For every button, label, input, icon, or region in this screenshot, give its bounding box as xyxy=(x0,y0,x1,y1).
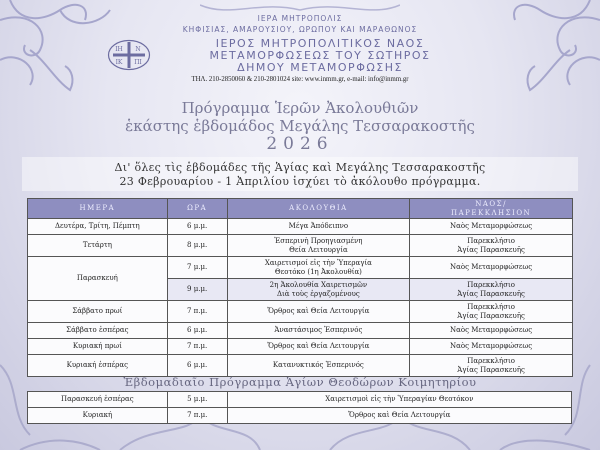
table-row xyxy=(28,235,573,257)
svg-text:ΙΗ: ΙΗ xyxy=(115,46,123,53)
cell-location: Ναὸς Μεταμορφώσεως xyxy=(410,323,573,339)
table-row xyxy=(28,392,572,408)
church-name-line3: ΔΗΜΟΥ ΜΕΤΑΜΟΡΦΩΣΗΣ xyxy=(237,61,403,74)
cell-location: Παρεκκλήσιο Ἁγίας Παρασκευῆς xyxy=(410,355,573,377)
table-row xyxy=(28,408,572,424)
intro-line2: 23 Φεβρουαρίου - 1 Ἀπριλίου ἰσχύει τὸ ἀκόλουθο πρόγραμμα. xyxy=(119,175,481,188)
table-row xyxy=(28,339,573,355)
table-row xyxy=(28,355,573,377)
cell-time: 6 μ.μ. xyxy=(167,323,227,339)
cell-day: Δευτέρα, Τρίτη, Πέμπτη xyxy=(28,219,168,235)
cell-time: 7 π.μ. xyxy=(167,301,227,323)
cell-day: Σάββατο ἑσπέρας xyxy=(28,323,168,339)
table-row xyxy=(28,219,573,235)
metropolis-label: ΙΕΡΑ ΜΗΤΡΟΠΟΛΙΣ xyxy=(257,14,343,23)
cell-time: 7 π.μ. xyxy=(167,408,227,424)
metropolis-regions: ΚΗΦΙΣΙΑΣ, ΑΜΑΡΟΥΣΙΟΥ, ΩΡΩΠΟΥ ΚΑΙ ΜΑΡΑΘΩΝΟΣ xyxy=(182,25,418,34)
cell-service: Ὄρθρος καὶ Θεία Λειτουργία xyxy=(227,301,410,323)
cell-service: Χαιρετισμοί εἰς τὴν Ὑπεραγία Θεοτόκο (1η Ἀκολουθία) xyxy=(227,257,410,279)
cell-time: 8 μ.μ. xyxy=(167,235,227,257)
table-row xyxy=(28,257,573,279)
cell-day: Παρασκευή xyxy=(28,257,168,301)
cell-location: Ναὸς Μεταμορφώσεως xyxy=(410,257,573,279)
svg-text:ΙΚ: ΙΚ xyxy=(115,59,123,66)
cell-time: 6 μ.μ. xyxy=(167,219,227,235)
cell-day: Παρασκευή ἑσπέρας xyxy=(28,392,168,408)
cell-service: Μέγα Ἀπόδειπνο xyxy=(227,219,410,235)
letterhead xyxy=(0,0,600,95)
cell-service: Ὄρθρος καὶ Θεία Λειτουργία xyxy=(227,408,571,424)
cell-service: Κατανυκτικός Ἑσπερινός xyxy=(227,355,410,377)
svg-text:Ν: Ν xyxy=(135,46,141,53)
header-day: ΗΜΕΡΑ xyxy=(28,199,168,219)
page-title-line2: ἑκάστης ἑβδομάδος Μεγάλης Τεσσαρακοστῆς xyxy=(125,117,475,135)
cell-day: Κυριακή xyxy=(28,408,168,424)
cell-time: 5 μ.μ. xyxy=(167,392,227,408)
cell-location: Ναὸς Μεταμορφώσεως xyxy=(410,219,573,235)
intro-line1: Δι' ὅλες τὶς ἑβδομάδες τῆς Ἁγίας καὶ Μεγάλης Τεσσαρακοστῆς xyxy=(114,161,486,174)
table-row xyxy=(28,301,573,323)
svg-text:ΠΙ: ΠΙ xyxy=(134,59,142,66)
cell-service: Ὄρθρος καὶ Θεία Λειτουργία xyxy=(227,339,410,355)
contact-info: ΤΗΛ. 210-2850060 & 210-2801024 site: www.inmm.gr, e-mail: info@inmm.gr xyxy=(191,76,409,83)
page-title-line1: Πρόγραμμα Ἱερῶν Ἀκολουθιῶν xyxy=(181,99,419,117)
weekly-schedule-table xyxy=(27,198,573,377)
cell-location: Παρεκκλήσιο Ἁγίας Παρασκευῆς xyxy=(410,279,573,301)
header-location: ΝΑΟΣ/ ΠΑΡΕΚΚΛΗΣΙΟΝ xyxy=(410,199,573,219)
cell-service: Ἀναστάσιμος Ἑσπερινός xyxy=(227,323,410,339)
cell-location: Παρεκκλήσιο Ἁγίας Παρασκευῆς xyxy=(410,235,573,257)
cell-day: Σάββατο πρωί xyxy=(28,301,168,323)
cell-service: Χαιρετισμοὶ εἰς τὴν Ὑπεραγίαν Θεοτόκον xyxy=(227,392,571,408)
cell-day: Κυριακή ἑσπέρας xyxy=(28,355,168,377)
cemetery-section-title: Ἑβδομαδιαῖο Πρόγραμμα Ἁγίων Θεοδώρων Κοιμητηρίου xyxy=(123,375,477,389)
cell-time: 7 π.μ. xyxy=(167,339,227,355)
table-row xyxy=(28,323,573,339)
header-time: ΩΡΑ xyxy=(167,199,227,219)
page-title-year: 2026 xyxy=(266,134,334,154)
cell-location: Ναὸς Μεταμορφώσεως xyxy=(410,339,573,355)
cell-time: 6 μ.μ. xyxy=(167,355,227,377)
header-service: ΑΚΟΛΟΥΘΙΑ xyxy=(227,199,410,219)
cell-day: Κυριακή πρωί xyxy=(28,339,168,355)
church-name-line2: ΜΕΤΑΜΟΡΦΩΣΕΩΣ ΤΟΥ ΣΩΤΗΡΟΣ xyxy=(209,49,431,62)
cell-service: 2η Ἀκολουθία Χαιρετισμῶν Διὰ τοὺς ἐργαζομένους xyxy=(227,279,410,301)
cemetery-schedule-table xyxy=(27,391,572,424)
table-header-row xyxy=(28,199,573,219)
cell-time: 7 μ.μ. xyxy=(167,257,227,279)
cell-day: Τετάρτη xyxy=(28,235,168,257)
cell-location: Παρεκκλήσιο Ἁγίας Παρασκευῆς xyxy=(410,301,573,323)
church-name-line1: ΙΕΡΟΣ ΜΗΤΡΟΠΟΛΙΤΙΚΟΣ ΝΑΟΣ xyxy=(215,37,425,50)
cell-time: 9 μ.μ. xyxy=(167,279,227,301)
cell-service: Ἑσπερινὴ Προηγιασμένη Θεία Λειτουργία xyxy=(227,235,410,257)
